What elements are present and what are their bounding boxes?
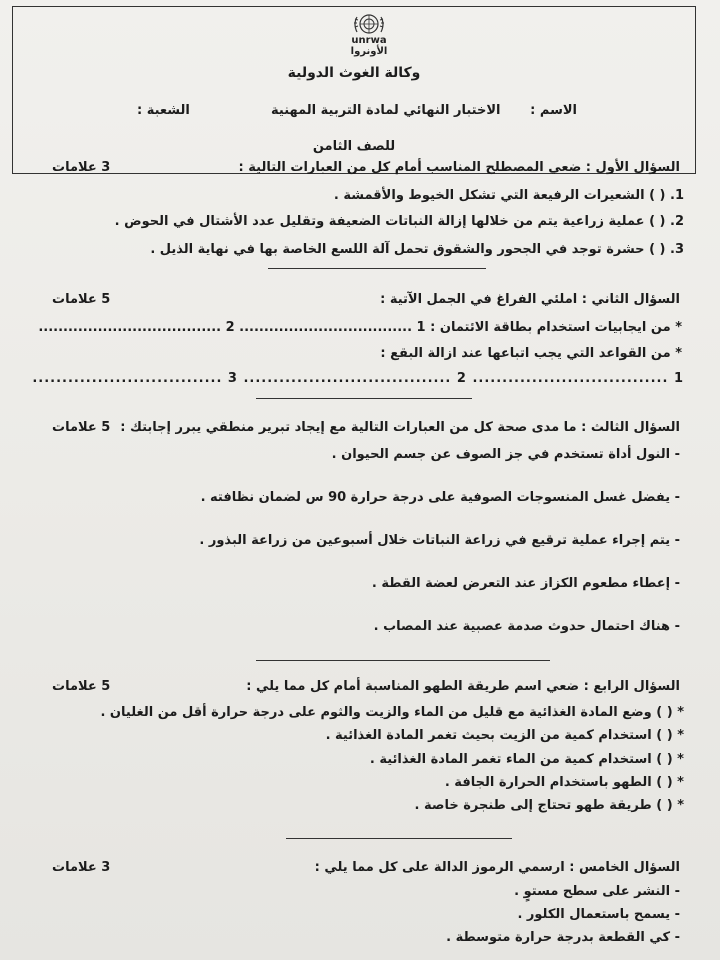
divider: [286, 838, 512, 839]
q5-item: - كي القطعة بدرجة حرارة متوسطة .: [446, 930, 680, 945]
q4-item: * ( ) استخدام كمية من الماء تغمر المادة الغذائية .: [369, 752, 684, 767]
q5-item: - يسمح باستعمال الكلور .: [517, 907, 680, 922]
q3-item: - يفضل غسل المنسوجات الصوفية على درجة حرارة 90 س لضمان نظافته .: [200, 490, 680, 505]
q3-item: - النول أداة تستخدم في جز الصوف عن جسم الحيوان .: [331, 447, 680, 462]
q3-item: - إعطاء مطعوم الكزاز عند التعرض لعضة القطة .: [371, 576, 680, 591]
q4-item: * ( ) طريقة طهو تحتاج إلى طنجرة خاصة .: [414, 798, 684, 813]
q1-marks: 3 علامات: [52, 160, 111, 175]
grade-label: للصف الثامن: [312, 139, 396, 154]
q2-line: 1 ................................. 2 ................................... 3 ................................: [32, 371, 684, 386]
q1-item: 2. ( ) عملية زراعية يتم من خلالها إزالة النباتات الضعيفة وتقليل عدد الأشتال في الحوض .: [114, 214, 684, 229]
q4-marks: 5 علامات: [52, 679, 111, 694]
q5-heading: السؤال الخامس : ارسمي الرموز الدالة على كل مما يلي :: [314, 860, 680, 875]
un-emblem-icon: [349, 13, 389, 35]
agency-name: وكالة الغوث الدولية: [287, 65, 421, 81]
logo-text-arabic: الأونروا: [350, 46, 388, 57]
q2-marks: 5 علامات: [52, 292, 111, 307]
q5-marks: 3 علامات: [52, 860, 111, 875]
q3-heading: السؤال الثالث : ما مدى صحة كل من العبارات التالية مع إيجاد تبرير منطقي يبرر إجابتك :: [120, 420, 680, 435]
q2-heading: السؤال الثاني : املئي الفراغ في الجمل الآتية :: [380, 292, 680, 307]
q2-line: * من ايجابيات استخدام بطاقة الائتمان : 1 ................................... 2 .....................................: [38, 320, 682, 335]
q5-item: - النشر على سطح مستوٍ .: [514, 884, 680, 899]
q1-item: 1. ( ) الشعيرات الرفيعة التي تشكل الخيوط والأقمشة .: [333, 188, 684, 203]
q4-item: * ( ) الطهو باستخدام الحرارة الجافة .: [444, 775, 684, 790]
name-label: الاسم :: [530, 103, 577, 118]
q3-item: - يتم إجراء عملية ترقيع في زراعة النباتات خلال أسبوعين من زراعة البذور .: [199, 533, 680, 548]
q4-heading: السؤال الرابع : ضعي اسم طريقة الطهو المناسبة أمام كل مما يلي :: [246, 679, 680, 694]
logo-text-latin: unrwa: [351, 35, 387, 46]
exam-title: الاختبار النهائي لمادة التربية المهنية: [271, 103, 501, 118]
q2-line: * من القواعد التي يجب اتباعها عند ازالة البقع :: [380, 346, 682, 361]
q1-item: 3. ( ) حشرة توجد في الجحور والشقوق تحمل آلة اللسع الخاصة بها في نهاية الذيل .: [150, 242, 684, 257]
q4-item: * ( ) وضع المادة الغذائية مع قليل من الماء والزيت والثوم على درجة حرارة أقل من الغليان .: [100, 705, 684, 720]
section-label: الشعبة :: [137, 103, 190, 118]
divider: [256, 660, 550, 661]
header-box: [12, 6, 696, 174]
divider: [268, 268, 486, 269]
q3-marks: 5 علامات: [52, 420, 111, 435]
unrwa-logo: [329, 13, 409, 61]
q4-item: * ( ) استخدام كمية من الزيت بحيث تغمر المادة الغذائية .: [325, 728, 684, 743]
q1-heading: السؤال الأول : ضعي المصطلح المناسب أمام كل من العبارات التالية :: [238, 160, 680, 175]
q3-item: - هناك احتمال حدوث صدمة عصبية عند المصاب .: [373, 619, 680, 634]
divider: [256, 398, 472, 399]
